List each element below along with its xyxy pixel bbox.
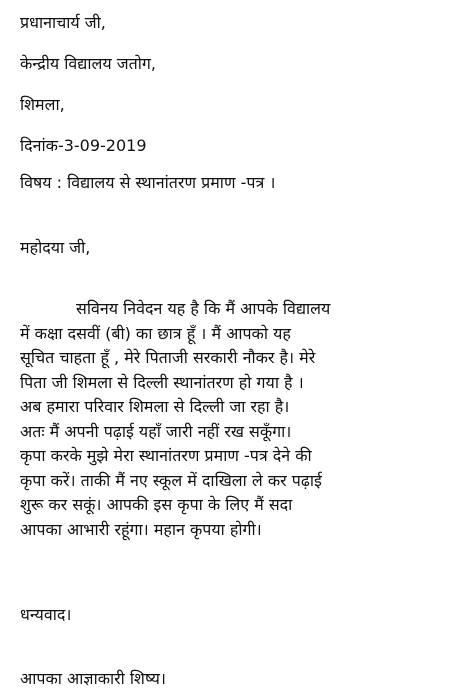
body-line: आपका आभारी रहूंगा। महान कृपया होगी। (20, 519, 262, 539)
subject-line: विषय : विद्यालय से स्थानांतरण प्रमाण -पत्र । (20, 173, 276, 192)
salutation-line: महोदया जी, (20, 238, 91, 257)
body-line: अतः मैं अपनी पढ़ाई यहाँ जारी नहीं रख सकूँगा। (20, 421, 292, 441)
body-line: सविनय निवेदन यह है कि मैं आपके विद्यालय (76, 299, 331, 318)
signoff-line: आपका आज्ञाकारी शिष्य। (20, 669, 166, 688)
closing-line: धन्यवाद। (20, 605, 72, 624)
letter-body (20, 297, 466, 542)
date-line: दिनांक-3-09-2019 (20, 136, 147, 155)
recipient-line: प्रधानाचार्य जी, (20, 13, 106, 32)
city-line: शिमला, (20, 95, 65, 114)
body-line: शुरू कर सकूं। आपकी इस कृपा के लिए मैं सदा (20, 495, 293, 514)
body-line: पिता जी शिमला से दिल्ली स्थानांतरण हो गया है । (20, 372, 304, 392)
school-line: केन्द्रीय विद्यालय जतोग, (20, 54, 156, 73)
body-line: में कक्षा दसवीं (बी) का छात्र हूँ । मैं आपको यह (20, 323, 291, 343)
body-line: कृपा करके मुझे मेरा स्थानांतरण प्रमाण -पत्र देने की (20, 446, 312, 465)
body-line: सूचित चाहता हूँ , मेरे पिताजी सरकारी नौकर है। मेरे (20, 348, 316, 367)
body-line: अब हमारा परिवार शिमला से दिल्ली जा रहा है। (20, 397, 290, 416)
body-line: कृपा करें। ताकी मैं नए स्कूल में दाखिला ले कर पढ़ाई (20, 470, 322, 490)
